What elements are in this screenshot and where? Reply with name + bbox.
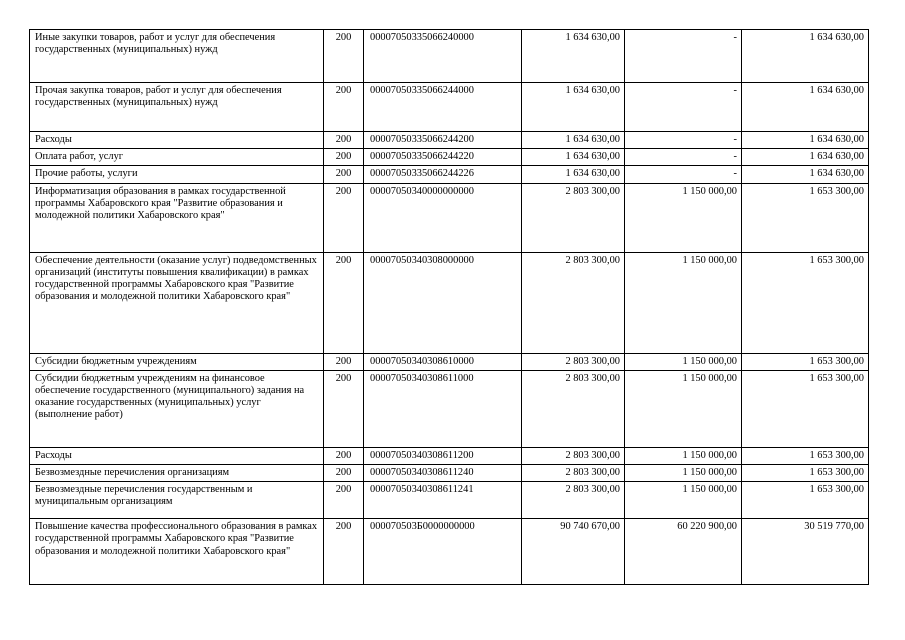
classification-code-cell: 00007050340308611000 xyxy=(364,370,522,447)
line-code-cell: 200 xyxy=(324,30,364,83)
line-code-cell: 200 xyxy=(324,519,364,585)
budget-execution-table xyxy=(29,29,869,585)
expense-name-cell: Информатизация образования в рамках государственной программы Хабаровского края "Развитие образования и молодежной политики Хабаровского края" xyxy=(30,183,324,252)
table-row xyxy=(30,166,869,183)
classification-code-cell: 00007050340308611200 xyxy=(364,447,522,464)
approved-amount-cell: 2 803 300,00 xyxy=(522,482,625,519)
remaining-amount-cell: 1 653 300,00 xyxy=(742,447,869,464)
line-code-cell: 200 xyxy=(324,447,364,464)
executed-amount-cell: 1 150 000,00 xyxy=(625,353,742,370)
executed-amount-cell: - xyxy=(625,30,742,83)
executed-amount-cell: 1 150 000,00 xyxy=(625,183,742,252)
remaining-amount-cell: 1 634 630,00 xyxy=(742,83,869,132)
expense-name-cell: Прочая закупка товаров, работ и услуг для обеспечения государственных (муниципальных) нужд xyxy=(30,83,324,132)
executed-amount-cell: 1 150 000,00 xyxy=(625,465,742,482)
table-row xyxy=(30,353,869,370)
remaining-amount-cell: 1 653 300,00 xyxy=(742,183,869,252)
approved-amount-cell: 2 803 300,00 xyxy=(522,353,625,370)
table-row xyxy=(30,83,869,132)
expense-name-cell: Иные закупки товаров, работ и услуг для обеспечения государственных (муниципальных) нужд xyxy=(30,30,324,83)
remaining-amount-cell: 1 653 300,00 xyxy=(742,353,869,370)
expense-name-cell: Субсидии бюджетным учреждениям xyxy=(30,353,324,370)
expense-name-cell: Безвозмездные перечисления государственным и муниципальным организациям xyxy=(30,482,324,519)
remaining-amount-cell: 1 634 630,00 xyxy=(742,149,869,166)
table-row xyxy=(30,447,869,464)
classification-code-cell: 00007050340308610000 xyxy=(364,353,522,370)
approved-amount-cell: 1 634 630,00 xyxy=(522,132,625,149)
line-code-cell: 200 xyxy=(324,370,364,447)
approved-amount-cell: 1 634 630,00 xyxy=(522,30,625,83)
table-row xyxy=(30,482,869,519)
expense-name-cell: Субсидии бюджетным учреждениям на финансовое обеспечение государственного (муниципального) задания на оказание государственных (муниципальных) услуг (выполнение работ) xyxy=(30,370,324,447)
expense-name-cell: Безвозмездные перечисления организациям xyxy=(30,465,324,482)
remaining-amount-cell: 1 653 300,00 xyxy=(742,465,869,482)
remaining-amount-cell: 1 634 630,00 xyxy=(742,132,869,149)
classification-code-cell: 00007050340308611241 xyxy=(364,482,522,519)
table-row xyxy=(30,519,869,585)
expense-name-cell: Оплата работ, услуг xyxy=(30,149,324,166)
executed-amount-cell: - xyxy=(625,83,742,132)
remaining-amount-cell: 1 653 300,00 xyxy=(742,482,869,519)
classification-code-cell: 00007050340000000000 xyxy=(364,183,522,252)
approved-amount-cell: 2 803 300,00 xyxy=(522,252,625,353)
line-code-cell: 200 xyxy=(324,252,364,353)
remaining-amount-cell: 1 653 300,00 xyxy=(742,252,869,353)
approved-amount-cell: 1 634 630,00 xyxy=(522,83,625,132)
approved-amount-cell: 2 803 300,00 xyxy=(522,370,625,447)
line-code-cell: 200 xyxy=(324,83,364,132)
classification-code-cell: 00007050335066240000 xyxy=(364,30,522,83)
table-row xyxy=(30,183,869,252)
executed-amount-cell: - xyxy=(625,166,742,183)
approved-amount-cell: 2 803 300,00 xyxy=(522,465,625,482)
table-row xyxy=(30,465,869,482)
classification-code-cell: 000070503Б0000000000 xyxy=(364,519,522,585)
table-row xyxy=(30,132,869,149)
remaining-amount-cell: 1 634 630,00 xyxy=(742,166,869,183)
executed-amount-cell: 1 150 000,00 xyxy=(625,370,742,447)
table-row xyxy=(30,370,869,447)
classification-code-cell: 00007050335066244226 xyxy=(364,166,522,183)
remaining-amount-cell: 1 634 630,00 xyxy=(742,30,869,83)
table-row xyxy=(30,252,869,353)
expense-name-cell: Прочие работы, услуги xyxy=(30,166,324,183)
line-code-cell: 200 xyxy=(324,465,364,482)
table-row xyxy=(30,30,869,83)
classification-code-cell: 00007050335066244200 xyxy=(364,132,522,149)
executed-amount-cell: 1 150 000,00 xyxy=(625,252,742,353)
line-code-cell: 200 xyxy=(324,149,364,166)
remaining-amount-cell: 1 653 300,00 xyxy=(742,370,869,447)
approved-amount-cell: 1 634 630,00 xyxy=(522,166,625,183)
expense-name-cell: Расходы xyxy=(30,447,324,464)
approved-amount-cell: 2 803 300,00 xyxy=(522,183,625,252)
line-code-cell: 200 xyxy=(324,482,364,519)
expense-name-cell: Расходы xyxy=(30,132,324,149)
approved-amount-cell: 90 740 670,00 xyxy=(522,519,625,585)
executed-amount-cell: - xyxy=(625,132,742,149)
classification-code-cell: 00007050335066244220 xyxy=(364,149,522,166)
line-code-cell: 200 xyxy=(324,132,364,149)
executed-amount-cell: 1 150 000,00 xyxy=(625,447,742,464)
classification-code-cell: 00007050335066244000 xyxy=(364,83,522,132)
executed-amount-cell: 1 150 000,00 xyxy=(625,482,742,519)
approved-amount-cell: 2 803 300,00 xyxy=(522,447,625,464)
executed-amount-cell: - xyxy=(625,149,742,166)
report-sheet xyxy=(29,29,869,585)
classification-code-cell: 00007050340308000000 xyxy=(364,252,522,353)
classification-code-cell: 00007050340308611240 xyxy=(364,465,522,482)
executed-amount-cell: 60 220 900,00 xyxy=(625,519,742,585)
line-code-cell: 200 xyxy=(324,353,364,370)
approved-amount-cell: 1 634 630,00 xyxy=(522,149,625,166)
table-row xyxy=(30,149,869,166)
expense-name-cell: Повышение качества профессионального образования в рамках государственной программы Хабаровского края "Развитие образования и молодежной политики Хабаровского края" xyxy=(30,519,324,585)
expense-name-cell: Обеспечение деятельности (оказание услуг) подведомственных организаций (институты повышения квалификации) в рамках государственной программы Хабаровского края "Развитие образования и молодежной политики Хабаровского края" xyxy=(30,252,324,353)
line-code-cell: 200 xyxy=(324,166,364,183)
remaining-amount-cell: 30 519 770,00 xyxy=(742,519,869,585)
line-code-cell: 200 xyxy=(324,183,364,252)
